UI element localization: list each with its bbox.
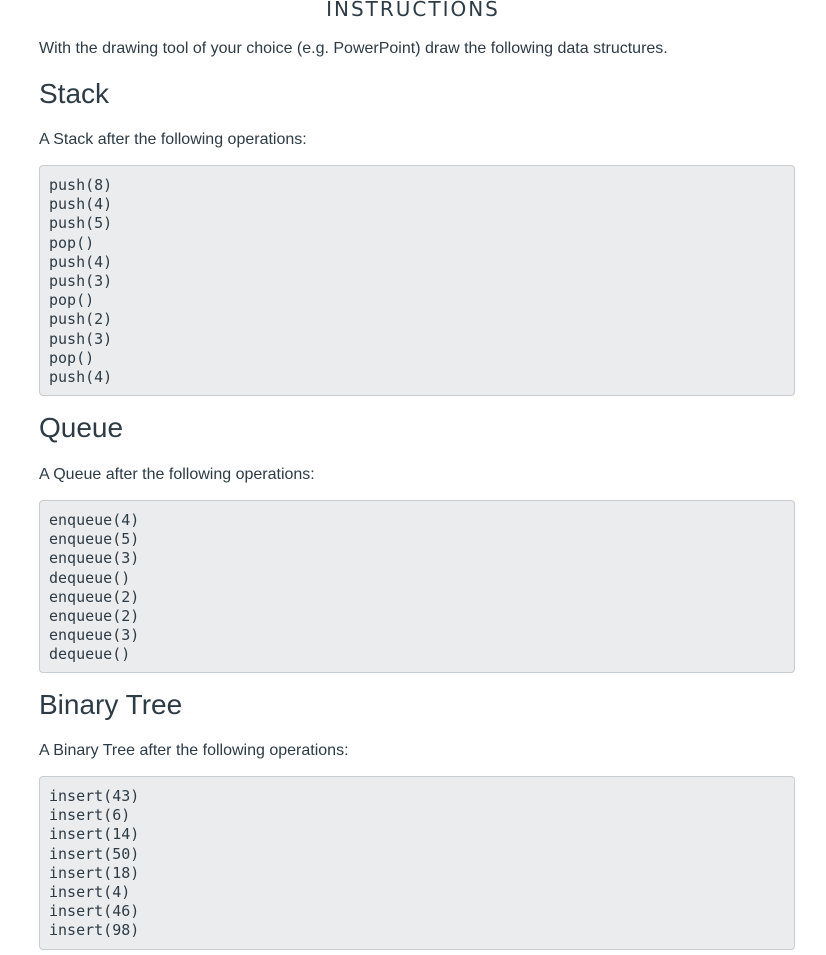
queue-heading: Queue [39, 412, 124, 443]
code-line: insert(4) [49, 883, 131, 902]
code-line: enqueue(3) [49, 549, 140, 568]
code-line: insert(43) [49, 787, 140, 805]
code-line: push(2) [49, 310, 113, 329]
binary-tree-code-block [39, 776, 795, 950]
page-header-title: INSTRUCTIONS [326, 0, 500, 21]
intro-text: With the drawing tool of your choice (e.g. PowerPoint) draw the following data structures. [39, 40, 668, 57]
code-line: push(4) [49, 195, 113, 214]
stack-code-block [39, 165, 795, 396]
code-line: insert(18) [49, 863, 140, 882]
code-line: dequeue() [49, 645, 131, 664]
stack-heading: Stack [39, 78, 110, 109]
code-line: insert(46) [49, 902, 140, 921]
code-line: push(3) [49, 272, 113, 291]
code-line: insert(14) [49, 825, 140, 844]
queue-description: A Queue after the following operations: [39, 466, 315, 483]
binary-tree-description: A Binary Tree after the following operations: [39, 742, 349, 759]
code-line: dequeue() [49, 568, 131, 587]
code-line: enqueue(4) [49, 511, 140, 529]
code-line: pop() [49, 291, 95, 310]
queue-code-block [39, 500, 795, 673]
code-line: push(4) [49, 252, 113, 271]
code-line: push(5) [49, 214, 113, 233]
binary-tree-heading: Binary Tree [39, 689, 183, 720]
code-line: enqueue(5) [49, 530, 140, 549]
code-line: enqueue(3) [49, 626, 140, 645]
code-line: insert(98) [49, 921, 140, 940]
code-line: push(3) [49, 329, 113, 348]
code-line: enqueue(2) [49, 587, 140, 606]
code-line: pop() [49, 348, 95, 367]
code-line: insert(6) [49, 806, 131, 825]
code-line: push(8) [49, 176, 113, 194]
code-line: pop() [49, 233, 95, 252]
stack-description: A Stack after the following operations: [39, 131, 307, 148]
code-line: push(4) [49, 368, 113, 387]
code-line: insert(50) [49, 844, 140, 863]
code-line: enqueue(2) [49, 607, 140, 626]
